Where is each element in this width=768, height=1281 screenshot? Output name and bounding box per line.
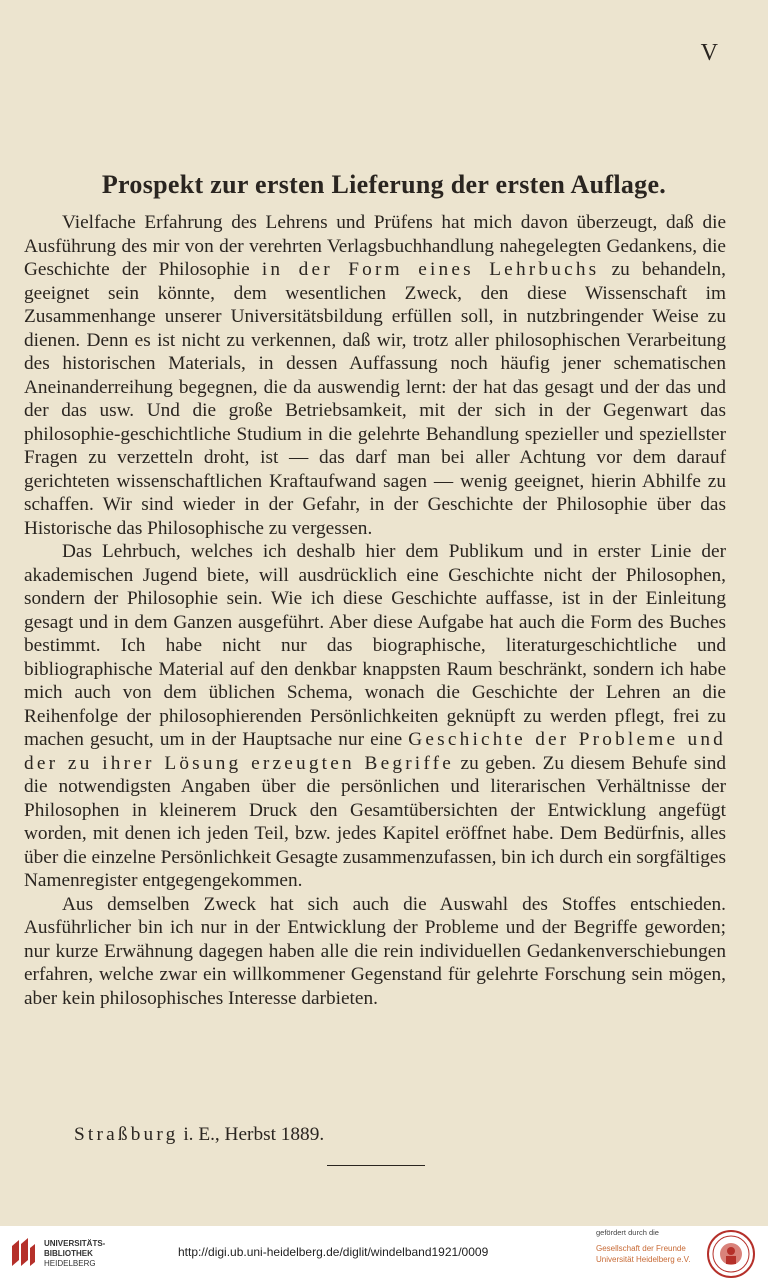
emphasis-spaced-text: Geschichte der Probleme und der zu ihrer Lösung erzeugten Begriffe <box>24 729 726 774</box>
funded-by-label: gefördert durch die <box>596 1228 659 1237</box>
footer-bar <box>0 1226 768 1281</box>
university-seal-icon <box>706 1229 756 1279</box>
body-text <box>24 211 726 1010</box>
paragraph-1: Vielfache Erfahrung des Lehrens und Prüfens hat mich davon überzeugt, daß die Ausführung des mir von der verehrten Verlagsbuchhandlung nahegelegten Gedankens, die Geschichte der Philosophie in der Form eines Lehrbuchs zu behandeln, geeignet sein könnte, dem wesentlichen Zweck, den diese Wissenschaft im Zusammenhange unserer Universitätsbildung erfüllen soll, in nutzbringender Weise zu dienen. Denn es ist nicht zu verkennen, daß wir, trotz aller philosophischen Verarbeitung des historischen Materials, in dessen Auffassung noch häufig jener schematischen Aneinanderreihung begegnen, die da auswendig lernt: der hat das gesagt und der das und der das usw. Und die große Betriebsamkeit, mit der sich in der Gegenwart das philosophie-geschichtliche Studium in die gelehrte Behandlung spezieller und speziellster Fragen zu verzetteln droht, ist — das darf man bei aller Achtung vor dem darauf gerichteten wissenschaftlichen Kraftaufwand sagen — wenig geeignet, hierin Abhilfe zu schaffen. Wir sind wieder in der Gefahr, in der Geschichte der Philosophie über das Historische das Philosophische zu vergessen. <box>24 212 726 539</box>
paragraph-3: Aus demselben Zweck hat sich auch die Auswahl des Stoffes entschieden. Ausführlicher bin ich nur in der Entwicklung der Probleme und der Begriffe geworden; nur kurze Erwähnung dagegen haben alle die rein individuellen Gedankenverschiebungen erfahren, welche zwar ein willkommener Gegenstand für gelehrte Forschung sein mögen, aber kein philosophisches Interesse darbieten. <box>24 893 726 1009</box>
society-name: Gesellschaft der Freunde Universität Heidelberg e.V. <box>596 1244 691 1264</box>
signature-place: Straßburg <box>74 1124 179 1145</box>
library-logo-icon <box>8 1236 38 1270</box>
library-name: UNIVERSITÄTS- BIBLIOTHEK HEIDELBERG <box>44 1239 106 1268</box>
paragraph-2: Das Lehrbuch, welches ich deshalb hier dem Publikum und in erster Linie der akademischen Jugend biete, will ausdrücklich eine Geschichte nicht der Philosophen, sondern der Philosophie sein. Wie ich diese Geschichte auffasse, ist in der Einleitung gesagt und in dem Ganzen ausgeführt. Aber diese Aufgabe hat auch die Form des Buches bestimmt. Ich habe nicht nur das biographische, literaturgeschichtliche und bibliographische Material auf den denkbar knappsten Raum beschränkt, sondern ich habe mich auch von dem üblichen Schema, wonach die Geschichte der Lehren an die Reihenfolge der philosophierenden Persönlichkeiten geknüpft zu werden pflegt, frei zu machen gesucht, um in der Hauptsache nur eine Geschichte der Probleme und der zu ihrer Lösung erzeugten Begriffe zu geben. Zu diesem Behufe sind die notwendigsten Angaben über die persönlichen und literarischen Verhältnisse der Philosophen in kleinerem Druck den Gesamtübersichten der Entwicklung angefügt worden, mit denen ich jeden Teil, bzw. jedes Kapitel eröffnet habe. Dem Bedürfnis, alles über die einzelne Persönlichkeit Gesagte zusammenzufassen, bin ich durch ein sorgfältiges Namenregister entgegengekommen. <box>24 541 726 891</box>
closing-rule <box>327 1165 425 1166</box>
source-url-link[interactable]: http://digi.ub.uni-heidelberg.de/diglit/windelband1921/0009 <box>178 1245 489 1259</box>
signature-line <box>74 1124 324 1146</box>
signature-date: i. E., Herbst 1889. <box>178 1124 325 1145</box>
page-number: V <box>700 40 718 66</box>
emphasis-spaced-text: in der Form eines Lehrbuchs <box>261 259 600 280</box>
page-title: Prospekt zur ersten Lieferung der ersten Auflage. <box>101 170 667 199</box>
